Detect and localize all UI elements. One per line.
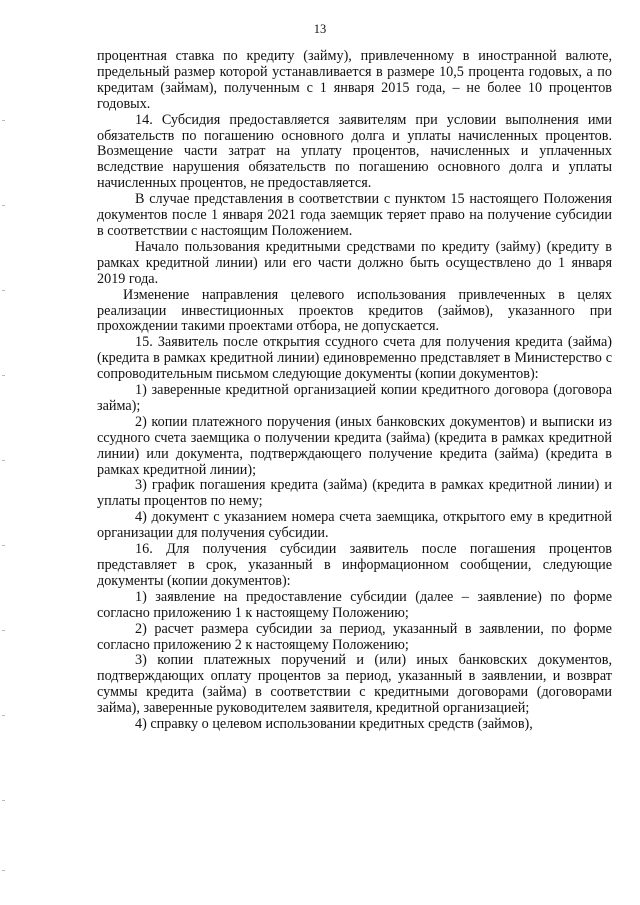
list-item-15-4: 4) документ с указанием номера счета заемщика, открытого ему в кредитной организации для получения субсидии. [97, 509, 612, 542]
paragraph-credit-start: Начало пользования кредитными средствами по кредиту (займу) (кредиту в рамках кредитной линии) или его части должно быть осуществлено до 1 января 2019 года. [97, 238, 612, 287]
list-item-16-1: 1) заявление на предоставление субсидии (далее – заявление) по форме согласно приложению 1 к настоящему Положению; [97, 588, 612, 621]
list-item-16-4: 4) справку о целевом использовании кредитных средств (займов), [135, 716, 533, 733]
page-number: 13 [313, 22, 327, 36]
paragraph-purpose-change: Изменение направления целевого использования привлеченных в целях реализации инвестиционных проектов кредитов (займов), указанного при прохождении такими проектами отбора, не допускается. [97, 286, 612, 335]
binding-edge-marks [2, 0, 8, 905]
paragraph-interest-rate-continuation: процентная ставка по кредиту (займу), привлеченному в иностранной валюте, предельный размер которой устанавливается в размере 10,5 процента годовых, а по кредитам (займам), полученным с 1 января 2015 года, – не более 10 процентов годовых. [97, 48, 612, 112]
paragraph-clause-15: 15. Заявитель после открытия ссудного счета для получения кредита (займа) (кредита в рамках кредитной линии) единовременно представляет в Министерство с сопроводительным письмом следующие документы (копии документов): [97, 334, 612, 383]
list-item-16-2: 2) расчет размера субсидии за период, указанный в заявлении, по форме согласно приложению 2 к настоящему Положению; [97, 620, 612, 653]
list-item-16-3: 3) копии платежных поручений и (или) иных банковских документов, подтверждающих оплату процентов за период, указанный в заявлении, и возврат суммы кредита (займа) в соответствии с кредитными договорами (договорами займа), заверенные руководителем заявителя, кредитной организацией; [97, 652, 612, 717]
paragraph-clause-14: 14. Субсидия предоставляется заявителям при условии выполнения ими обязательств по погашению основного долга и уплаты начисленных процентов. Возмещение части затрат на уплату процентов, начисленных и уплаченных вследствие нарушения обязательств по погашению основного долга и уплаты начисленных процентов, не предоставляется. [97, 111, 612, 192]
document-body [97, 49, 612, 733]
paragraph-clause-16: 16. Для получения субсидии заявитель после погашения процентов представляет в срок, указанный в информационном сообщении, следующие документы (копии документов): [97, 541, 612, 589]
list-item-15-1: 1) заверенные кредитной организацией копии кредитного договора (договора займа); [97, 382, 612, 414]
paragraph-submission-deadline: В случае представления в соответствии с пунктом 15 настоящего Положения документов после 1 января 2021 года заемщик теряет право на получение субсидии в соответствии с настоящим Положением. [97, 191, 612, 239]
list-item-15-2: 2) копии платежного поручения (иных банковских документов) и выписки из ссудного счета заемщика о получении кредита (займа) (кредита в рамках кредитной линии) или документа, подтверждающего получение кредита (займа) (кредита в рамках кредитной линии); [97, 413, 612, 478]
list-item-15-3: 3) график погашения кредита (займа) (кредита в рамках кредитной линии) и уплаты процентов по нему; [97, 477, 612, 510]
